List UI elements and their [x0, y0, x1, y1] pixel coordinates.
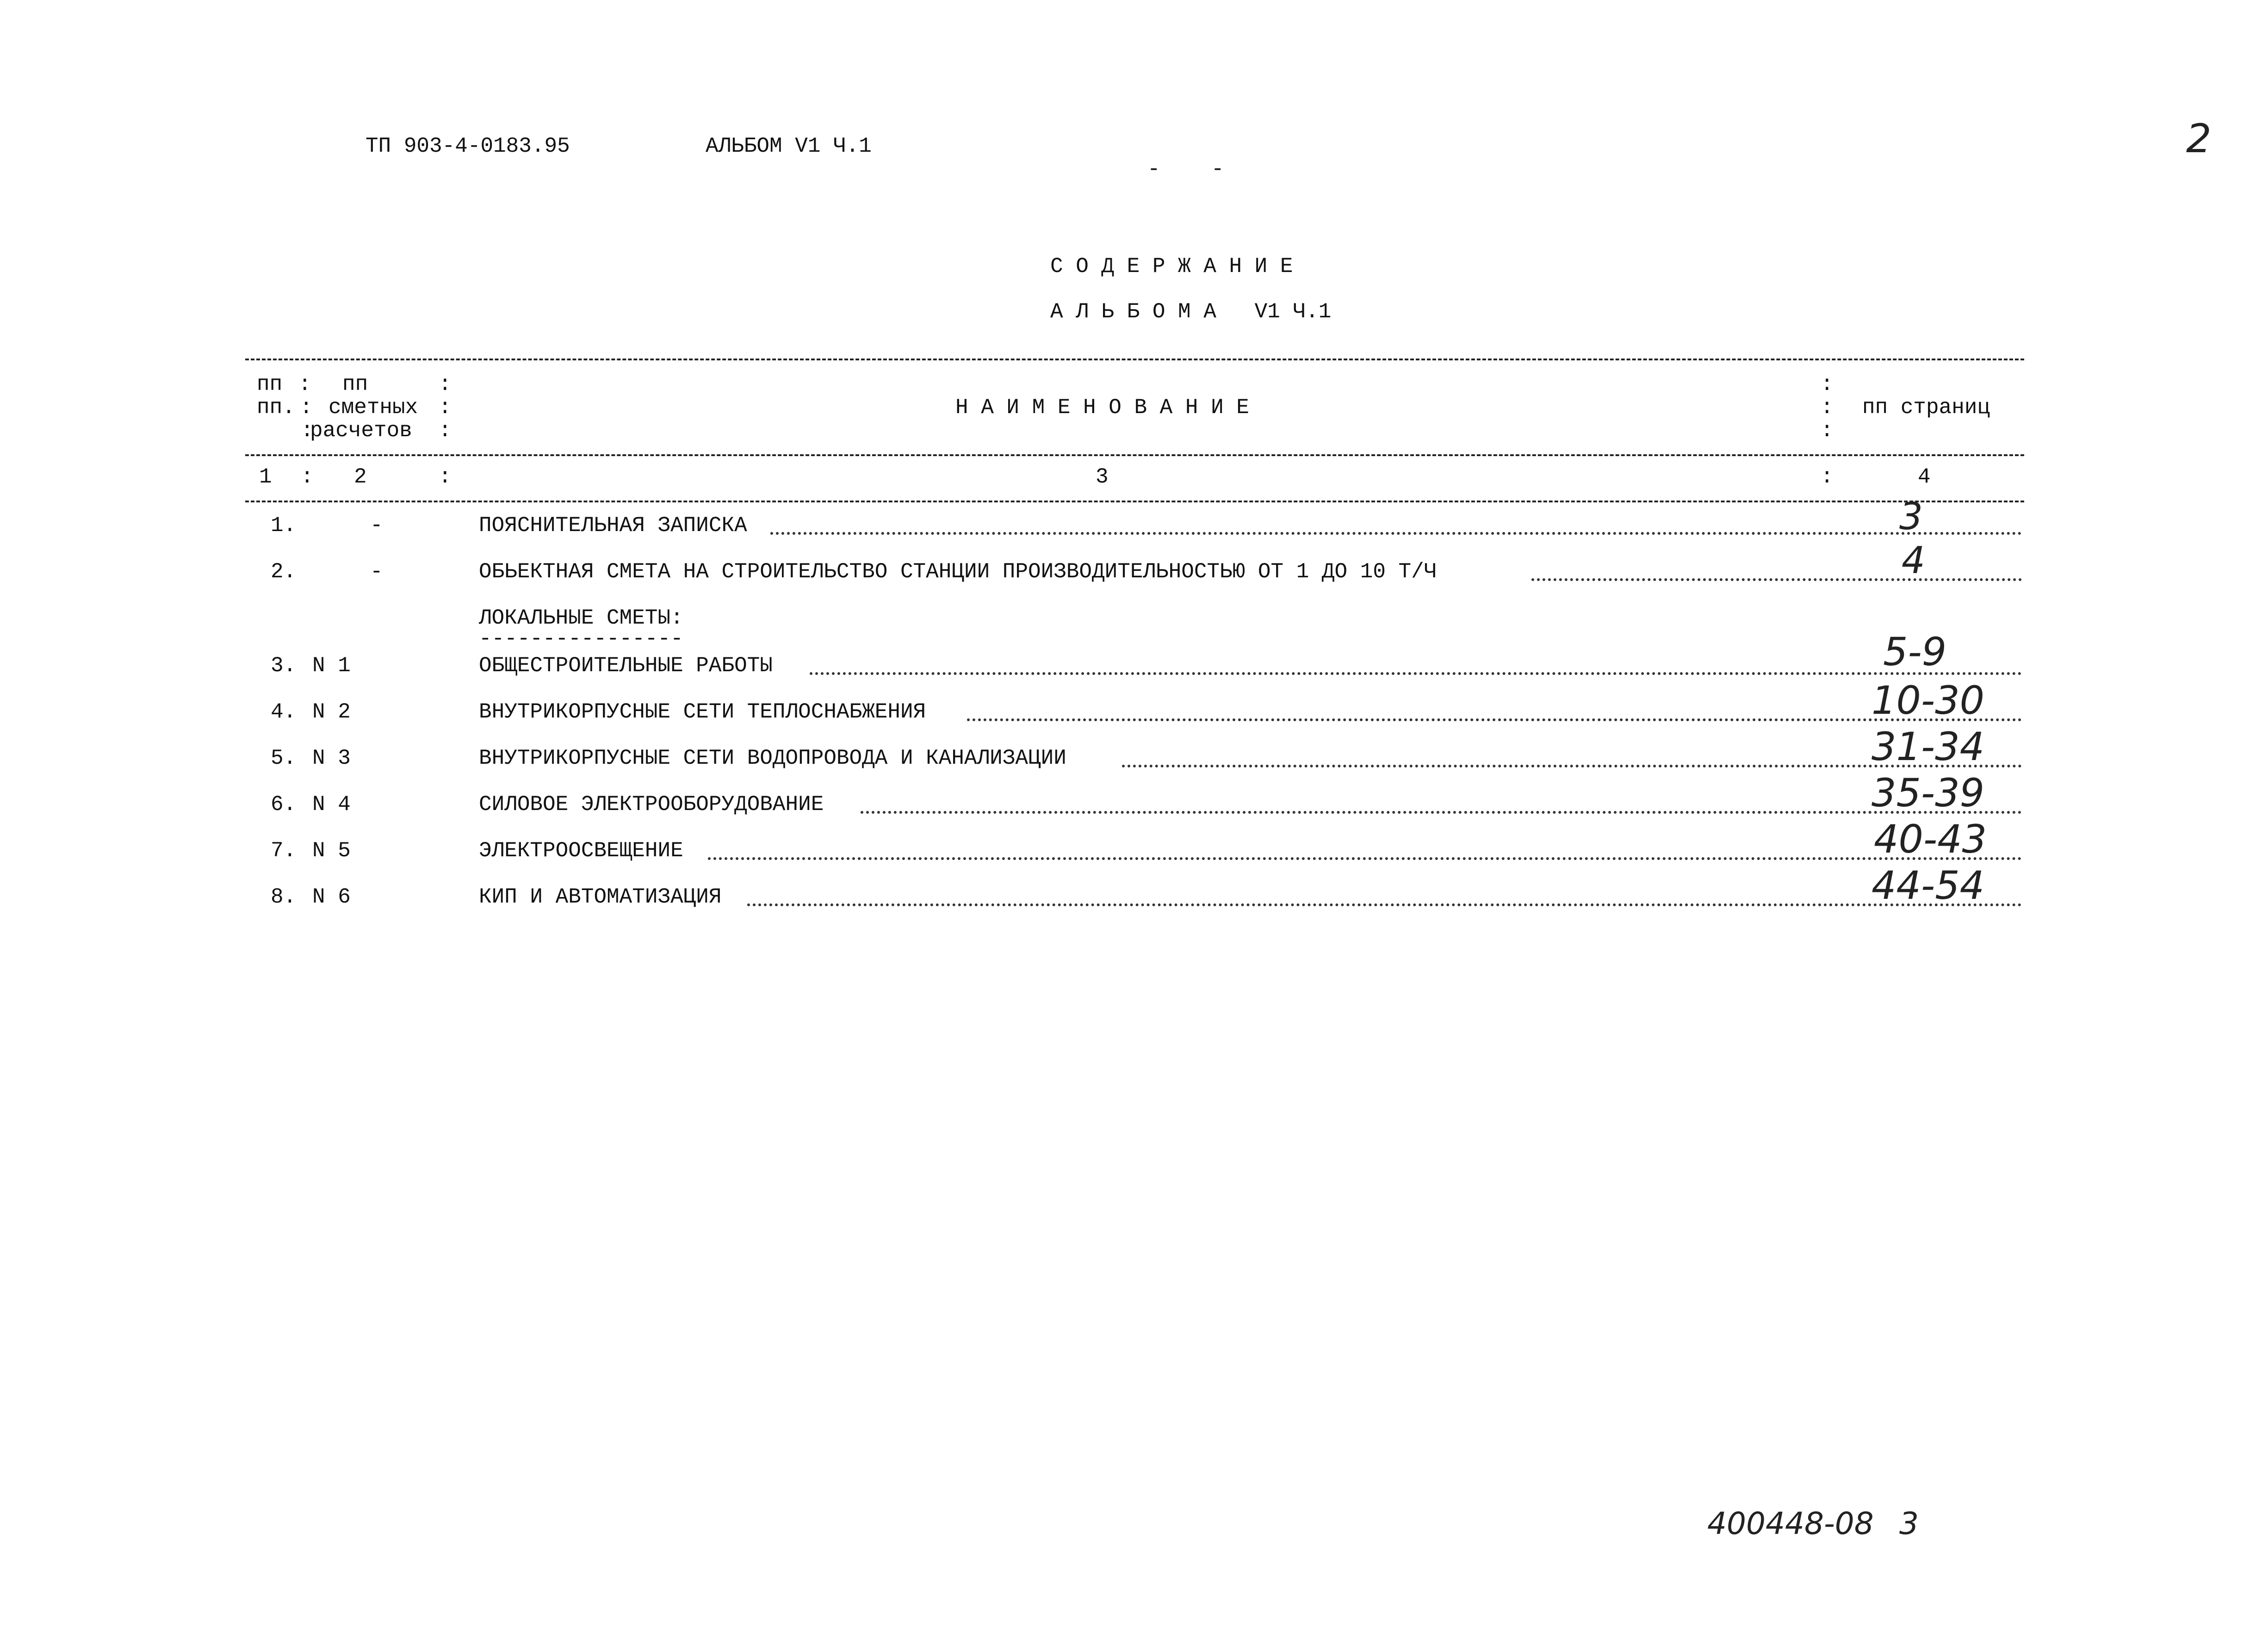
- row-pages: 44-54: [1871, 863, 1985, 908]
- contents-title: С О Д Е Р Ж А Н И Е: [1050, 254, 1293, 278]
- row-name: ПОЯСНИТЕЛЬНАЯ ЗАПИСКА: [479, 513, 747, 538]
- header-col1-line1: пп: [257, 372, 283, 396]
- row-pages: 31-34: [1871, 724, 1985, 769]
- row-name: СИЛОВОЕ ЭЛЕКТРООБОРУДОВАНИЕ: [479, 792, 824, 816]
- header-col4-pages: пп страниц: [1862, 396, 1990, 420]
- row-leader: [770, 532, 2022, 535]
- header-col3-name: Н А И М Е Н О В А Н И Е: [955, 396, 1249, 420]
- row-estimate: N 3: [312, 746, 351, 770]
- header-separators-left2: :: [300, 396, 313, 420]
- colnum-4: 4: [1918, 465, 1931, 489]
- row-leader: [861, 811, 2022, 814]
- header-separators-right2: :: [1821, 396, 1834, 420]
- row-pages: 10-30: [1871, 678, 1985, 723]
- colnum-sep-3: :: [1821, 465, 1834, 489]
- row-name: ОБЩЕСТРОИТЕЛЬНЫЕ РАБОТЫ: [479, 654, 773, 678]
- row-number: 5.: [271, 746, 297, 770]
- row-pages: 40-43: [1874, 816, 1987, 862]
- album-label: АЛЬБОМ V1 Ч.1: [706, 134, 872, 158]
- row-number: 4.: [271, 700, 297, 724]
- row-name: КИП И АВТОМАТИЗАЦИЯ: [479, 885, 722, 909]
- row-pages: 5-9: [1883, 629, 1947, 674]
- colnum-2: 2: [354, 465, 367, 489]
- row-leader: [708, 857, 2022, 860]
- header-separators-mid: :: [439, 372, 452, 396]
- header-separators-mid2: :: [439, 396, 452, 420]
- colnum-sep-2: :: [439, 465, 452, 489]
- header-separators-mid3: :: [439, 419, 452, 443]
- row-number: 8.: [271, 885, 297, 909]
- table-header-rule: [245, 454, 2024, 456]
- row-name: ВНУТРИКОРПУСНЫЕ СЕТИ ВОДОПРОВОДА И КАНАЛИЗАЦИИ: [479, 746, 1066, 770]
- row-estimate: N 1: [312, 654, 351, 678]
- table-top-rule: [245, 359, 2024, 360]
- row-number: 1.: [271, 513, 297, 538]
- colnum-3: 3: [1096, 465, 1109, 489]
- row-estimate: -: [370, 560, 383, 584]
- section-underline: ----------------: [479, 627, 683, 651]
- row-pages: 35-39: [1871, 770, 1985, 816]
- section-label: ЛОКАЛЬНЫЕ СМЕТЫ:: [479, 606, 683, 630]
- row-leader: [810, 672, 2022, 675]
- sheet-number: 3: [1899, 1506, 1919, 1541]
- row-estimate: N 2: [312, 700, 351, 724]
- row-number: 6.: [271, 792, 297, 816]
- header-col2-line2: сметных: [328, 396, 418, 420]
- row-estimate: N 4: [312, 792, 351, 816]
- table-colnum-rule: [245, 501, 2024, 502]
- colnum-1: 1: [259, 465, 272, 489]
- header-marks: - -: [1147, 157, 1224, 181]
- header-col2-line1: пп: [342, 372, 368, 396]
- header-separators-right3: :: [1821, 419, 1834, 443]
- row-name: ЭЛЕКТРООСВЕЩЕНИЕ: [479, 839, 683, 863]
- header-col1-line2: пп.: [257, 396, 295, 420]
- row-pages: 3: [1899, 495, 1923, 538]
- row-number: 2.: [271, 560, 297, 584]
- row-name: ОБЬЕКТНАЯ СМЕТА НА СТРОИТЕЛЬСТВО СТАНЦИИ ПРОИЗВОДИТЕЛЬНОСТЬЮ ОТ 1 ДО 10 Т/Ч: [479, 560, 1437, 584]
- page-number: 2: [2186, 116, 2212, 162]
- row-leader: [1531, 578, 2022, 581]
- row-estimate: N 5: [312, 839, 351, 863]
- row-leader: [967, 718, 2022, 721]
- row-number: 3.: [271, 654, 297, 678]
- document-code: ТП 903-4-0183.95: [366, 134, 570, 158]
- row-estimate: -: [370, 513, 383, 538]
- header-separators-left: :: [298, 372, 311, 396]
- row-name: ВНУТРИКОРПУСНЫЕ СЕТИ ТЕПЛОСНАБЖЕНИЯ: [479, 700, 926, 724]
- inventory-number: 400448-08: [1707, 1506, 1874, 1541]
- contents-subtitle: А Л Ь Б О М А V1 Ч.1: [1050, 300, 1332, 324]
- header-separators-right: :: [1821, 372, 1834, 396]
- colnum-sep-1: :: [301, 465, 314, 489]
- row-number: 7.: [271, 839, 297, 863]
- row-leader: [747, 903, 2022, 906]
- row-estimate: N 6: [312, 885, 351, 909]
- header-col2-line3: расчетов: [310, 419, 412, 443]
- row-pages: 4: [1902, 539, 1925, 582]
- header-separators-left3: :: [301, 419, 314, 443]
